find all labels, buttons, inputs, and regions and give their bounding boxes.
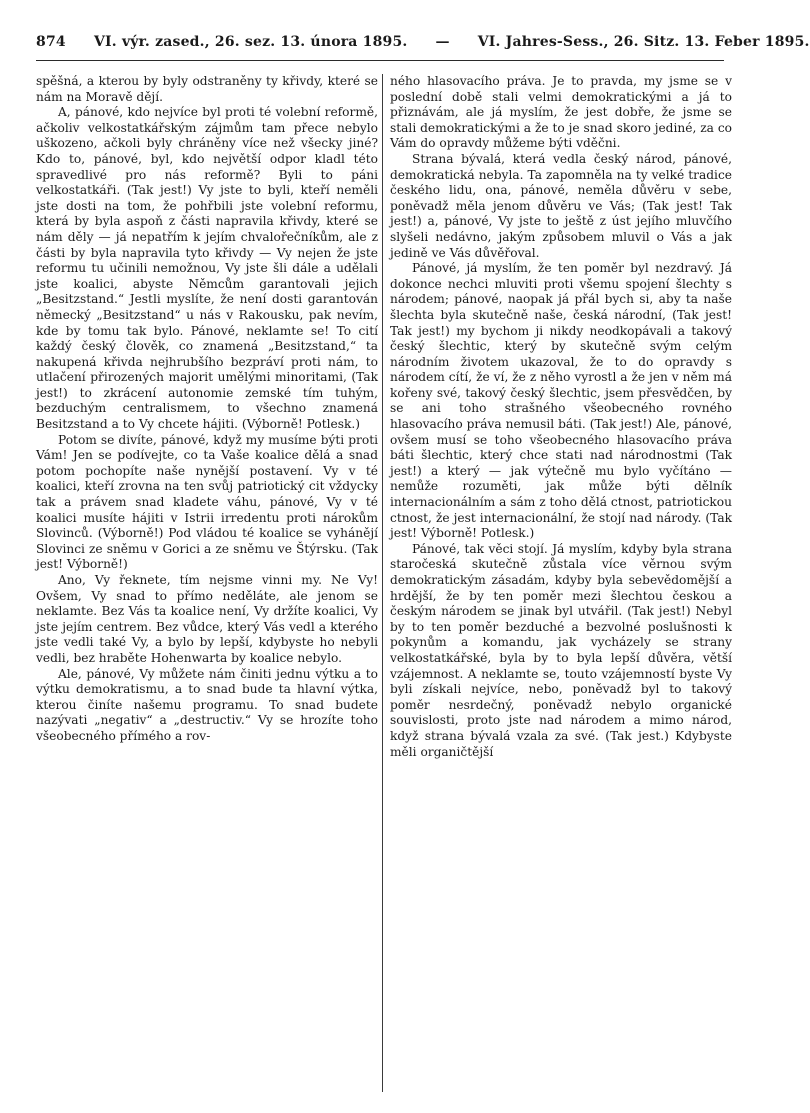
paragraph: Pánové, já myslím, že ten poměr byl nezdravý. Já dokonce nechci mluviti proti všemu spojení šlechty s národem; pánové, naopak já přál bych si, aby ta naše šlechta byla skutečně naše, česká národní, (Tak jest! Tak jest!) my bychom ji nikdy neodkopávali a takový český šlechtic, který by skutečně svým celým národním životem ukazoval, že to do opravdy s národem cítí, že ví, že z něho vyrostl a že jen v něm má kořeny své, takový český šlechtic, jsem přesvědčen, by se ani toho strašného všeobecného rovného hlasovacího práva nemusil báti. (Tak jest!) Ale, pánové, ovšem musí se toho všeobecného hlasovacího práva báti šlechtic, který chce stati nad národnostmi (Tak jest!) a který — jak výtečně mu bylo vyčítáno — nemůže rozuměti, jak může býti dělník internacionálním a sám z toho dělá ctnost, patriotickou ctnost, že jest internacionální, že stojí nad národy. (Tak jest! Výborně! Potlesk.) xyxy=(390,261,732,541)
header-separator: — xyxy=(435,34,450,50)
paragraph: Ano, Vy řeknete, tím nejsme vinni my. Ne Vy! Ovšem, Vy snad to přímo neděláte, ale jenom se neklamte. Bez Vás ta koalice není, Vy držíte koalici, Vy jste jejím centrem. Bez vůdce, který Vás vedl a kterého jste vedli také Vy, a bylo by lepší, kdybyste ho nebyli vedli, bez hraběte Hohenwarta by koalice nebylo. xyxy=(36,573,378,665)
paragraph: Ale, pánové, Vy můžete nám činiti jednu výtku a to výtku demokratismu, a to snad bude ta hlavní výtka, kterou činíte našemu programu. To snad budete nazývati „negativ“ a „destructiv.“ Vy se hrozíte toho všeobecného přímého a rov- xyxy=(36,666,378,743)
left-column xyxy=(36,74,378,745)
header-czech: VI. výr. zased., 26. sez. 13. února 1895. xyxy=(94,34,408,50)
page-number: 874 xyxy=(36,34,66,50)
paragraph: Potom se divíte, pánové, když my musíme býti proti Vám! Jen se podívejte, co ta Vaše koalice dělá a snad potom pochopíte naše nynější postavení. Vy v té koalici, kteří zrovna na ten svůj patriotický cit vždycky tak a právem snad kladete váhu, pánové, Vy v té koalici musíte hájiti v Istrii irredentu proti nárokům Slovinců. (Výborně!) Pod vládou té koalice se vyhánějí Slovinci ze sněmu v Gorici a ze sněmu ve Štýrsku. (Tak jest! Výborně!) xyxy=(36,432,378,572)
header-german: VI. Jahres-Sess., 26. Sitz. 13. Feber 1895. xyxy=(477,34,810,50)
paragraph: spěšná, a kterou by byly odstraněny ty křivdy, které se nám na Moravě dějí. xyxy=(36,74,378,104)
paragraph: A, pánové, kdo nejvíce byl proti té volební reformě, ačkoliv velkostatkářským zájmům tam přece nebylo uškozeno, ačkoli byly chráněny více než všecky jiné? Kdo to, pánové, byl, kdo největší odpor kladl této spravedlivé pro nás reformě? Byli to páni velkostatkáři. (Tak jest!) Vy jste to byli, kteří neměli jste dosti na tom, že pohřbili jste volební reformu, která by byla aspoň z části napravila křivdy, které se nám děly — já nepatřím k jejím chvalořečníkům, ale z části by byla napravila tyto křivdy — Vy nejen že jste reformu tu učinili nemožnou, Vy jste šli dále a udělali jste koalici, abyste Němcům garantovali jejich „Besitzstand.“ Jestli myslíte, že není dosti garantován německý „Besitzstand“ u nás v Rakousku, pak nevím, kde by tomu tak bylo. Pánové, neklamte se! To cití každý český člověk, co znamená „Besitzstand,“ ta nakupená křivda nejhrubšího bezpráví proti nám, to utlačení přirozených majorit umělými minoritami, (Tak jest!) to zkrácení autonomie zemské tím tuhým, bezduchým centralismem, to všechno znamená Besitzstand a to Vy chcete hájiti. (Výborně! Potlesk.) xyxy=(36,105,378,432)
paragraph: ného hlasovacího práva. Je to pravda, my jsme se v poslední době stali velmi demokratickými a já to přiznávám, ale já myslím, že jest dobře, že jsme se stali demokratickými a že to je snad skoro jediné, za co Vám do opravdy můžeme býti vděčni. xyxy=(390,74,732,151)
page-header xyxy=(36,34,810,50)
right-column xyxy=(390,74,732,760)
column-divider xyxy=(382,74,383,1092)
paragraph: Pánové, tak věci stojí. Já myslím, kdyby byla strana staročeská skutečně zůstala více věrnou svým demokratickým zásadám, kdyby byla sebevědomější a hrdější, že by ten poměr mezi šlechtou českou a českým národem se jinak byl utvářil. (Tak jest!) Nebyl by to ten poměr bezduché a bezvolné poslušnosti k pokynům a komandu, jak vycházely se strany velkostatkářské, byla by to byla lepší důvěra, větší vzájemnost. A neklamte se, touto vzájemností byste Vy byli získali nejvíce, nebo, poněvadž byl to takový poměr nesrdečný, poněvadž nebylo organické souvislosti, proto jste nad národem a mimo národ, když strana bývalá vzala za své. (Tak jest.) Kdybyste měli organičtější xyxy=(390,541,732,759)
header-rule xyxy=(36,60,724,61)
paragraph: Strana bývalá, která vedla český národ, pánové, demokratická nebyla. Ta zapomněla na ty velké tradice českého lidu, ona, pánové, neměla důvěru v sebe, poněvadž měla jenom důvěru ve Vás; (Tak jest! Tak jest!) a, pánové, Vy jste to ještě z úst jejího mluvčího slyšeli nedávno, jakým způsobem mluvil o Vás a jak jedině ve Vás důvěřoval. xyxy=(390,151,732,260)
